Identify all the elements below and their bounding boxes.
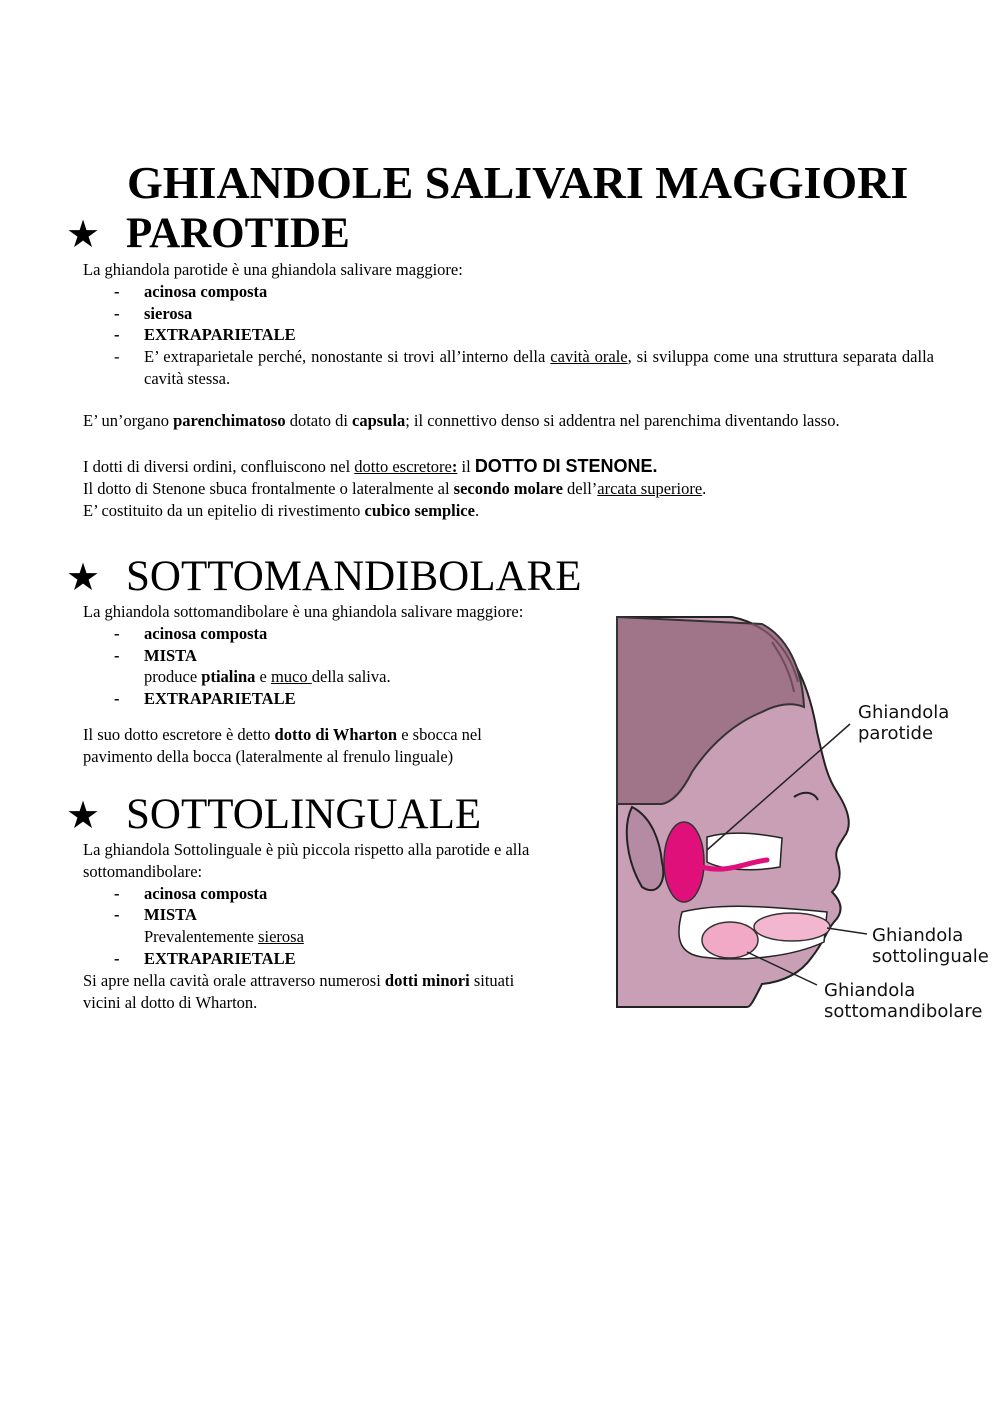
label-line: Ghiandola bbox=[872, 925, 964, 946]
list-item-text: MISTA bbox=[144, 905, 197, 925]
list-item-text: EXTRAPARIETALE bbox=[144, 948, 296, 968]
text: produce bbox=[144, 667, 202, 687]
sublingual-gland bbox=[754, 913, 830, 941]
list-item-sub bbox=[83, 666, 523, 688]
bullet-dash: - bbox=[114, 883, 120, 903]
underlined-term: dotto escretore bbox=[354, 457, 452, 476]
text: E’ un’organo bbox=[83, 411, 174, 430]
section-heading-parotide bbox=[66, 209, 350, 260]
list-item-text: acinosa composta bbox=[144, 623, 268, 643]
list-item-text: EXTRAPARIETALE bbox=[144, 325, 296, 345]
label-line: parotide bbox=[858, 723, 934, 744]
text: dell’ bbox=[562, 478, 598, 498]
list-item-text: sierosa bbox=[144, 303, 193, 323]
parotide-dotti bbox=[83, 456, 706, 521]
list-item-text: EXTRAPARIETALE bbox=[144, 689, 296, 709]
parotide-intro: La ghiandola parotide è una ghiandola salivare maggiore: bbox=[83, 260, 463, 279]
text: . bbox=[702, 478, 707, 498]
bullet-dash: - bbox=[114, 303, 120, 323]
page-title: GHIANDOLE SALIVARI MAGGIORI bbox=[127, 157, 909, 208]
text: Si apre nella cavità orale attraverso numerosi bbox=[83, 970, 385, 990]
parotide-body bbox=[83, 259, 934, 390]
bullet-dash: - bbox=[114, 623, 120, 643]
section-heading-sottomandibolare bbox=[66, 552, 582, 603]
label-line: sottomandibolare bbox=[824, 1001, 983, 1022]
text: il bbox=[457, 457, 475, 476]
sottomandibolare-dotto bbox=[83, 724, 482, 768]
underlined-term: sierosa bbox=[258, 927, 304, 947]
text: e sbocca nel bbox=[397, 725, 482, 744]
bullet-dash: - bbox=[114, 325, 120, 345]
bullet-dash: - bbox=[114, 689, 120, 709]
text: Prevalentemente bbox=[144, 927, 259, 947]
list-item-text: MISTA bbox=[144, 645, 197, 665]
text: . bbox=[474, 500, 480, 520]
sottomandibolare-body bbox=[83, 601, 523, 710]
note-text: E’ extraparietale perché, nonostante si trovi all’interno della bbox=[144, 347, 551, 367]
list-item-sub bbox=[83, 926, 529, 948]
bold-term: parenchimatoso bbox=[173, 411, 286, 430]
bullet-dash: - bbox=[114, 645, 120, 665]
sottolinguale-intro: sottomandibolare: bbox=[83, 861, 203, 881]
bold-term: secondo molare bbox=[453, 478, 563, 498]
list-item bbox=[83, 324, 934, 346]
text: ; il connettivo denso si addentra nel parenchima diventando lasso. bbox=[405, 411, 840, 430]
section-heading-sottolinguale bbox=[66, 790, 481, 841]
parotide-paragraph-stenone bbox=[83, 478, 706, 500]
text: e bbox=[255, 667, 271, 687]
heading-text: SOTTOMANDIBOLARE bbox=[126, 553, 582, 600]
text: I dotti di diversi ordini, confluiscono nel bbox=[83, 457, 355, 476]
sottomandibolare-intro: La ghiandola sottomandibolare è una ghiandola salivare maggiore: bbox=[83, 602, 524, 621]
list-item bbox=[83, 645, 523, 667]
list-item bbox=[83, 346, 934, 390]
text: Il dotto di Stenone sbuca frontalmente o lateralmente al bbox=[83, 478, 454, 498]
star-icon: ★ bbox=[66, 214, 101, 256]
head-profile-drawing bbox=[612, 612, 992, 1032]
bold-term: ptialina bbox=[201, 667, 256, 687]
leader-line-sottolinguale bbox=[827, 928, 867, 934]
text: della saliva. bbox=[311, 667, 391, 687]
underlined-term: arcata superiore bbox=[597, 478, 703, 498]
list-item bbox=[83, 904, 529, 926]
bold-term: capsula bbox=[352, 411, 406, 430]
bold-term: dotti minori bbox=[384, 970, 470, 990]
star-icon: ★ bbox=[66, 557, 101, 599]
text: E’ costituito da un epitelio di rivestimento bbox=[83, 500, 365, 520]
parotide-paragraph-capsula bbox=[83, 410, 840, 432]
list-item bbox=[83, 883, 529, 905]
label-line: Ghiandola bbox=[858, 702, 950, 723]
parotide-paragraph-dotti bbox=[83, 456, 706, 478]
heading-text: SOTTOLINGUALE bbox=[126, 791, 482, 838]
sottomandibolare-paragraph bbox=[83, 724, 482, 746]
text: dotato di bbox=[285, 411, 353, 430]
underlined-term: cavità orale bbox=[550, 347, 628, 367]
parotid-gland bbox=[664, 822, 704, 902]
list-item bbox=[83, 281, 934, 303]
heading-text: PAROTIDE bbox=[126, 210, 350, 257]
sottomandibolare-paragraph: pavimento della bocca (lateralmente al frenulo linguale) bbox=[83, 746, 454, 766]
label-sottomandibolare bbox=[824, 980, 982, 1022]
list-item bbox=[83, 948, 529, 970]
sottolinguale-paragraph: vicini al dotto di Wharton. bbox=[83, 992, 258, 1012]
label-line: sottolinguale bbox=[872, 946, 989, 967]
list-item bbox=[83, 303, 934, 325]
underlined-term: muco bbox=[270, 667, 312, 687]
note-text: , si sviluppa come una struttura separata dalla cavità stessa. bbox=[144, 347, 934, 388]
bold-term: dotto di Wharton bbox=[274, 725, 398, 744]
bullet-dash: - bbox=[114, 905, 120, 925]
star-icon: ★ bbox=[66, 795, 101, 837]
sottolinguale-body bbox=[83, 839, 529, 1013]
bullet-dash: - bbox=[114, 948, 120, 968]
label-sottolinguale bbox=[872, 925, 989, 967]
list-item bbox=[83, 688, 523, 710]
bullet-dash: - bbox=[114, 347, 120, 367]
list-item-text: acinosa composta bbox=[144, 883, 268, 903]
text: Il suo dotto escretore è detto bbox=[83, 725, 275, 744]
text: : bbox=[451, 457, 458, 476]
parotide-paragraph-epitelio bbox=[83, 500, 706, 522]
label-line: Ghiandola bbox=[824, 980, 916, 1001]
list-item-text: acinosa composta bbox=[144, 281, 268, 301]
sottolinguale-intro: La ghiandola Sottolinguale è più piccola rispetto alla parotide e alla bbox=[83, 840, 530, 859]
text: situati bbox=[469, 970, 515, 990]
sottolinguale-paragraph bbox=[83, 970, 529, 992]
bullet-dash: - bbox=[114, 281, 120, 301]
bold-term: cubico semplice bbox=[364, 500, 475, 520]
list-item bbox=[83, 623, 523, 645]
bold-term: DOTTO DI STENONE. bbox=[474, 456, 658, 476]
label-parotide bbox=[858, 702, 949, 744]
salivary-glands-illustration bbox=[612, 612, 992, 1032]
